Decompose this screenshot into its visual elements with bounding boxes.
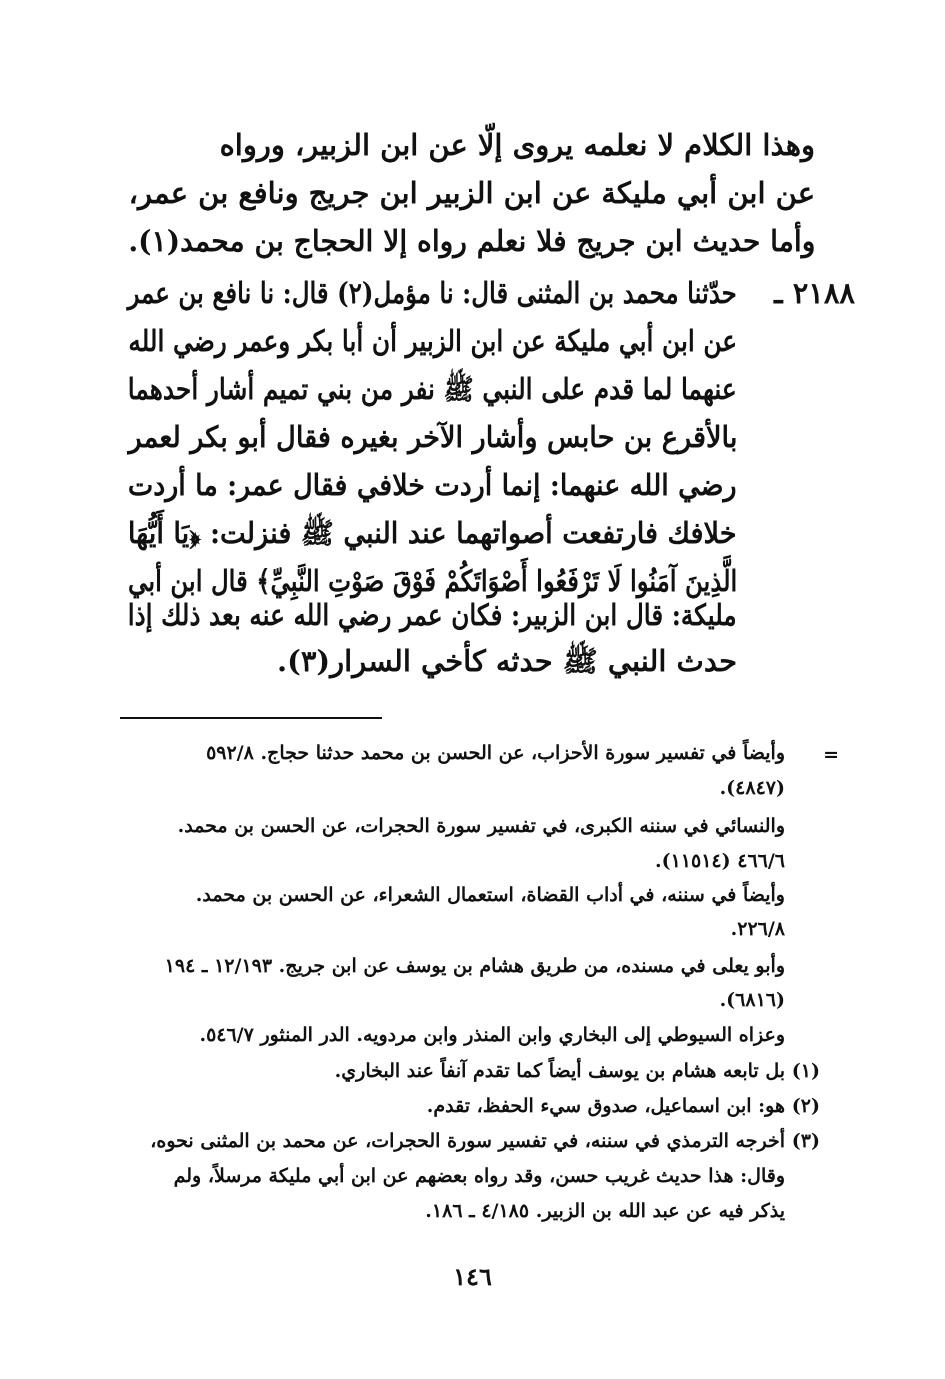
- intro-line: وهذا الكلام لا نعلمه يروى إلّا عن ابن الزبير، ورواه: [219, 128, 815, 162]
- footnote-line: بل تابعه هشام بن يوسف أيضاً كما تقدم آنفاً عند البخاري.: [334, 1060, 785, 1082]
- hadith-line: بالأقرع بن حابس وأشار الآخر بغيره فقال أبو بكر لعمر: [128, 420, 737, 454]
- hadith-line: عن ابن أبي مليكة عن ابن الزبير أن أبا بكر وعمر رضي الله: [128, 324, 737, 358]
- intro-line: وأما حديث ابن جريج فلا نعلم رواه إلا الحجاج بن محمد(١).: [127, 224, 815, 258]
- footnote-line: وأيضاً في سننه، في أداب القضاة، استعمال الشعراء، عن الحسن بن محمد.: [195, 884, 785, 906]
- footnote-line: (٤٨٤٧).: [719, 777, 785, 799]
- footnote-line: وقال: هذا حديث غريب حسن، وقد رواه بعضهم عن ابن أبي مليكة مرسلاً، ولم: [173, 1165, 785, 1187]
- footnote-line: (٦٨١٦).: [719, 989, 785, 1011]
- footnote-line: وأيضاً في تفسير سورة الأحزاب، عن الحسن بن محمد حدثنا حجاج. ٥٩٢/٨: [206, 742, 785, 764]
- footnote-line: يذكر فيه عن عبد الله بن الزبير. ٤/١٨٥ ـ ١٨٦.: [425, 1200, 785, 1222]
- footnote-line: وأبو يعلى في مسنده، من طريق هشام بن يوسف عن ابن جريج. ١٢/١٩٣ ـ ١٩٤: [164, 955, 785, 977]
- footnote-line: وعزاه السيوطي إلى البخاري وابن المنذر وابن مردويه. الدر المنثور ٥٤٦/٧.: [199, 1024, 785, 1046]
- footnote-line: والنسائي في سننه الكبرى، في تفسير سورة الحجرات، عن الحسن بن محمد.: [177, 815, 785, 837]
- footnote-line: ٢٢٦/٨.: [730, 918, 785, 940]
- hadith-line: عنهما لما قدم على النبي ﷺ نفر من بني تميم أشار أحدهما: [128, 372, 737, 406]
- hadith-line: مليكة: قال ابن الزبير: فكان عمر رضي الله عنه بعد ذلك إذا: [128, 598, 737, 632]
- footnote-number: (٣): [791, 1130, 820, 1152]
- footnote-line: ٤٦٦/٦ (١١٥١٤).: [654, 850, 785, 872]
- hadith-line: خلافك فارتفعت أصواتهما عند النبي ﷺ فنزلت: ﴿يَا أَيُّهَا: [128, 516, 737, 550]
- footnote-number: (١): [791, 1060, 820, 1082]
- continuation-mark: =: [823, 744, 839, 766]
- footnote-line: هو: ابن اسماعيل، صدوق سيء الحفظ، تقدم.: [426, 1095, 785, 1117]
- hadith-line: رضي الله عنهما: إنما أردت خلافي فقال عمر: ما أردت: [128, 468, 737, 502]
- hadith-line: حدث النبي ﷺ حدثه كأخي السرار(٣).: [277, 644, 737, 678]
- hadith-number: ٢١٨٨ ـ: [774, 276, 855, 310]
- hadith-line: الَّذِينَ آمَنُوا لَا تَرْفَعُوا أَصْوَاتَكُمْ فَوْقَ صَوْتِ النَّبِيِّ﴾ قال ابن أبي: [127, 564, 737, 598]
- footnote-divider: [120, 717, 382, 719]
- footnote-line: أخرجه الترمذي في سننه، في تفسير سورة الحجرات، عن محمد بن المثنى نحوه،: [150, 1130, 785, 1152]
- footnote-number: (٢): [791, 1095, 820, 1117]
- hadith-line: حدّثنا محمد بن المثنى قال: نا مؤمل(٢) قال: نا نافع بن عمر: [127, 276, 737, 310]
- intro-line: عن ابن أبي مليكة عن ابن الزبير ابن جريج ونافع بن عمر،: [128, 176, 815, 210]
- page-number: ١٤٦: [453, 1262, 492, 1291]
